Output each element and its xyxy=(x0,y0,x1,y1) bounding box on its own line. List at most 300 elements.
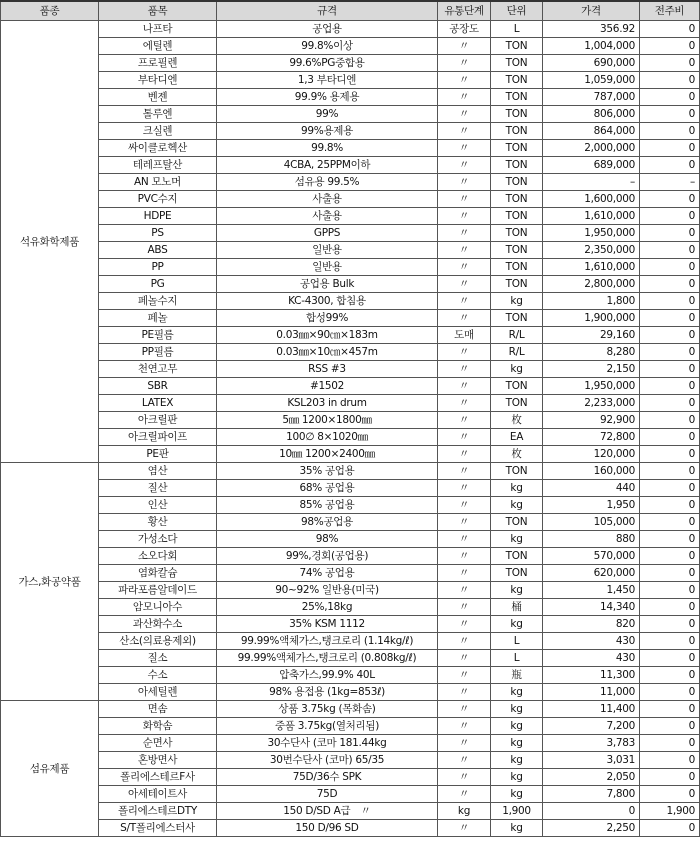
price-cell: 1,950 xyxy=(543,497,640,514)
unit-cell: EA xyxy=(491,429,543,446)
spec-cell: 98% 용접용 (1kg=853ℓ) xyxy=(217,684,438,701)
spec-cell: KSL203 in drum xyxy=(217,395,438,412)
spec-cell: 합성99% xyxy=(217,310,438,327)
spec-cell: 30번수단사 (코마) 65/35 xyxy=(217,752,438,769)
distribution-cell: 〃 xyxy=(438,174,491,191)
change-cell: – xyxy=(640,174,700,191)
unit-cell: kg xyxy=(491,735,543,752)
price-cell: 1,450 xyxy=(543,582,640,599)
distribution-cell: 〃 xyxy=(438,276,491,293)
table-row xyxy=(1,38,700,55)
item-cell: 아크릴파이프 xyxy=(99,429,217,446)
price-cell: 689,000 xyxy=(543,157,640,174)
change-cell: 0 xyxy=(640,718,700,735)
change-cell: 0 xyxy=(640,633,700,650)
spec-cell: 압축가스,99.9% 40L xyxy=(217,667,438,684)
change-cell: 0 xyxy=(640,548,700,565)
category-cell: 섬유제품 xyxy=(1,701,99,837)
item-cell: 수소 xyxy=(99,667,217,684)
unit-cell: kg xyxy=(491,820,543,837)
distribution-cell: 〃 xyxy=(438,225,491,242)
spec-cell: 사출용 xyxy=(217,208,438,225)
table-row xyxy=(1,480,700,497)
spec-cell: 99.8%이상 xyxy=(217,38,438,55)
spec-cell: 공업용 xyxy=(217,21,438,38)
table-row xyxy=(1,259,700,276)
table-row xyxy=(1,633,700,650)
table-row xyxy=(1,650,700,667)
table-row xyxy=(1,497,700,514)
unit-cell: TON xyxy=(491,225,543,242)
distribution-cell: 〃 xyxy=(438,242,491,259)
unit-cell: kg xyxy=(491,769,543,786)
price-cell: 620,000 xyxy=(543,565,640,582)
distribution-cell: 〃 xyxy=(438,667,491,684)
change-cell: 0 xyxy=(640,684,700,701)
change-cell: 0 xyxy=(640,616,700,633)
distribution-cell: 〃 xyxy=(438,599,491,616)
header-spec: 규격 xyxy=(217,1,438,21)
distribution-cell: 〃 xyxy=(438,157,491,174)
change-cell: 0 xyxy=(640,497,700,514)
change-cell: 0 xyxy=(640,55,700,72)
table-row xyxy=(1,531,700,548)
spec-cell: 99% xyxy=(217,106,438,123)
table-row xyxy=(1,72,700,89)
item-cell: 면솜 xyxy=(99,701,217,718)
table-row xyxy=(1,242,700,259)
unit-cell: kg xyxy=(491,480,543,497)
unit-cell: L xyxy=(491,633,543,650)
item-cell: 염화칼슘 xyxy=(99,565,217,582)
item-cell: 페놀수지 xyxy=(99,293,217,310)
table-row xyxy=(1,208,700,225)
item-cell: 아크릴판 xyxy=(99,412,217,429)
unit-cell: TON xyxy=(491,191,543,208)
distribution-cell: 〃 xyxy=(438,565,491,582)
item-cell: 파라포름알데이드 xyxy=(99,582,217,599)
price-cell: 806,000 xyxy=(543,106,640,123)
price-cell: 1,610,000 xyxy=(543,208,640,225)
distribution-cell: 〃 xyxy=(438,616,491,633)
table-row xyxy=(1,225,700,242)
price-cell: 160,000 xyxy=(543,463,640,480)
spec-cell: 75D/36수 SPK xyxy=(217,769,438,786)
distribution-cell: 공장도 xyxy=(438,21,491,38)
table-row xyxy=(1,395,700,412)
unit-cell: TON xyxy=(491,140,543,157)
unit-cell: kg xyxy=(491,531,543,548)
distribution-cell: 〃 xyxy=(438,395,491,412)
price-cell: 356.92 xyxy=(543,21,640,38)
price-cell: 92,900 xyxy=(543,412,640,429)
price-cell: 8,280 xyxy=(543,344,640,361)
change-cell: 0 xyxy=(640,157,700,174)
item-cell: 아세테이트사 xyxy=(99,786,217,803)
price-cell: 1,950,000 xyxy=(543,225,640,242)
change-cell: 0 xyxy=(640,582,700,599)
item-cell: 과산화수소 xyxy=(99,616,217,633)
distribution-cell: 〃 xyxy=(438,752,491,769)
table-row xyxy=(1,718,700,735)
unit-cell: TON xyxy=(491,276,543,293)
change-cell: 0 xyxy=(640,276,700,293)
unit-cell: kg xyxy=(491,361,543,378)
change-cell: 0 xyxy=(640,259,700,276)
spec-cell: 0.03㎜×10㎝×457m xyxy=(217,344,438,361)
item-cell: 부타디엔 xyxy=(99,72,217,89)
table-row xyxy=(1,616,700,633)
table-row xyxy=(1,446,700,463)
price-cell: – xyxy=(543,174,640,191)
spec-cell: 74% 공업용 xyxy=(217,565,438,582)
change-cell: 0 xyxy=(640,446,700,463)
item-cell: PP xyxy=(99,259,217,276)
unit-cell: kg xyxy=(491,684,543,701)
unit-cell: TON xyxy=(491,378,543,395)
item-cell: LATEX xyxy=(99,395,217,412)
change-cell: 0 xyxy=(640,123,700,140)
change-cell: 0 xyxy=(640,650,700,667)
distribution-cell: 〃 xyxy=(438,38,491,55)
table-row xyxy=(1,157,700,174)
unit-cell: L xyxy=(491,21,543,38)
item-cell: 황산 xyxy=(99,514,217,531)
change-cell: 0 xyxy=(640,599,700,616)
unit-cell: TON xyxy=(491,106,543,123)
table-row xyxy=(1,701,700,718)
unit-cell: kg xyxy=(491,786,543,803)
unit-cell: TON xyxy=(491,72,543,89)
price-cell: 2,233,000 xyxy=(543,395,640,412)
table-row xyxy=(1,310,700,327)
table-row xyxy=(1,769,700,786)
item-cell: 벤젠 xyxy=(99,89,217,106)
distribution-cell: 〃 xyxy=(438,89,491,106)
price-cell: 1,600,000 xyxy=(543,191,640,208)
unit-cell: TON xyxy=(491,38,543,55)
item-cell: PS xyxy=(99,225,217,242)
change-cell: 0 xyxy=(640,752,700,769)
spec-cell: RSS #3 xyxy=(217,361,438,378)
item-cell: 산소(의료용제외) xyxy=(99,633,217,650)
table-row xyxy=(1,752,700,769)
table-row xyxy=(1,106,700,123)
price-cell: 2,000,000 xyxy=(543,140,640,157)
item-cell: 폴리에스테르DTY xyxy=(99,803,217,820)
change-cell: 0 xyxy=(640,395,700,412)
item-cell: 프로필렌 xyxy=(99,55,217,72)
item-cell: 질소 xyxy=(99,650,217,667)
price-cell: 11,000 xyxy=(543,684,640,701)
spec-cell: 99.6%PG중합용 xyxy=(217,55,438,72)
spec-cell: 68% 공업용 xyxy=(217,480,438,497)
unit-cell: TON xyxy=(491,208,543,225)
spec-cell: 30수단사 (코마 181.44kg xyxy=(217,735,438,752)
spec-cell: KC-4300, 합침용 xyxy=(217,293,438,310)
price-cell: 2,050 xyxy=(543,769,640,786)
table-row xyxy=(1,463,700,480)
price-cell: 570,000 xyxy=(543,548,640,565)
change-cell: 0 xyxy=(640,344,700,361)
item-cell: HDPE xyxy=(99,208,217,225)
price-cell: 430 xyxy=(543,650,640,667)
price-cell: 820 xyxy=(543,616,640,633)
unit-cell: TON xyxy=(491,174,543,191)
change-cell: 0 xyxy=(640,89,700,106)
distribution-cell: 〃 xyxy=(438,310,491,327)
item-cell: 염산 xyxy=(99,463,217,480)
change-cell: 0 xyxy=(640,531,700,548)
spec-cell: 중품 3.75kg(열처리됨) xyxy=(217,718,438,735)
spec-cell: 섬유용 99.5% xyxy=(217,174,438,191)
change-cell: 0 xyxy=(640,378,700,395)
distribution-cell: 〃 xyxy=(438,633,491,650)
header-row xyxy=(1,1,700,21)
unit-cell: TON xyxy=(491,157,543,174)
price-cell: 690,000 xyxy=(543,55,640,72)
item-cell: 소오다회 xyxy=(99,548,217,565)
item-cell: 싸이클로헥산 xyxy=(99,140,217,157)
spec-cell: 99%,경회(공업용) xyxy=(217,548,438,565)
unit-cell: kg xyxy=(491,718,543,735)
unit-cell: TON xyxy=(491,395,543,412)
price-cell: 787,000 xyxy=(543,89,640,106)
change-cell: 0 xyxy=(640,106,700,123)
item-cell: 가성소다 xyxy=(99,531,217,548)
spec-cell: 150 D/96 SD xyxy=(217,820,438,837)
unit-cell: TON xyxy=(491,89,543,106)
change-cell: 0 xyxy=(640,242,700,259)
price-cell: 1,950,000 xyxy=(543,378,640,395)
table-row xyxy=(1,735,700,752)
spec-cell: 75D xyxy=(217,786,438,803)
distribution-cell: 〃 xyxy=(438,650,491,667)
item-cell: 폴리에스테르F사 xyxy=(99,769,217,786)
spec-cell: 99.9% 용제용 xyxy=(217,89,438,106)
price-cell: 105,000 xyxy=(543,514,640,531)
distribution-cell: 〃 xyxy=(438,72,491,89)
distribution-cell: 〃 xyxy=(438,786,491,803)
spec-cell: 일반용 xyxy=(217,242,438,259)
table-row xyxy=(1,599,700,616)
change-cell: 0 xyxy=(640,769,700,786)
item-cell: 혼방면사 xyxy=(99,752,217,769)
change-cell: 0 xyxy=(640,72,700,89)
unit-cell: kg xyxy=(491,616,543,633)
price-cell: 2,250 xyxy=(543,820,640,837)
price-cell: 3,031 xyxy=(543,752,640,769)
item-cell: 나프타 xyxy=(99,21,217,38)
item-cell: S/T폴리에스터사 xyxy=(99,820,217,837)
item-cell: 페놀 xyxy=(99,310,217,327)
price-cell: 880 xyxy=(543,531,640,548)
unit-cell: kg xyxy=(491,293,543,310)
distribution-cell: 도매 xyxy=(438,327,491,344)
header-item: 품목 xyxy=(99,1,217,21)
price-cell: 1,800 xyxy=(543,293,640,310)
distribution-cell: 〃 xyxy=(438,55,491,72)
change-cell: 0 xyxy=(640,412,700,429)
change-cell: 0 xyxy=(640,786,700,803)
price-cell: 7,200 xyxy=(543,718,640,735)
distribution-cell: 〃 xyxy=(438,514,491,531)
price-cell: 1,900,000 xyxy=(543,310,640,327)
change-cell: 0 xyxy=(640,361,700,378)
table-row xyxy=(1,514,700,531)
price-cell: 2,800,000 xyxy=(543,276,640,293)
unit-cell: TON xyxy=(491,55,543,72)
item-cell: 크실렌 xyxy=(99,123,217,140)
unit-cell: 枚 xyxy=(491,446,543,463)
unit-cell: TON xyxy=(491,463,543,480)
header-change: 전주비 xyxy=(640,1,700,21)
spec-cell: 98%공업용 xyxy=(217,514,438,531)
distribution-cell: 〃 xyxy=(438,463,491,480)
table-row xyxy=(1,344,700,361)
distribution-cell: 〃 xyxy=(438,548,491,565)
spec-cell: 0.03㎜×90㎝×183m xyxy=(217,327,438,344)
price-cell: 14,340 xyxy=(543,599,640,616)
header-unit: 단위 xyxy=(491,1,543,21)
unit-cell: R/L xyxy=(491,344,543,361)
distribution-cell: 〃 xyxy=(438,140,491,157)
distribution-cell: 〃 xyxy=(438,191,491,208)
spec-cell: 5㎜ 1200×1800㎜ xyxy=(217,412,438,429)
unit-cell: 瓶 xyxy=(491,667,543,684)
unit-cell: 1,900 xyxy=(491,803,543,820)
distribution-cell: kg xyxy=(438,803,491,820)
spec-cell: 사출용 xyxy=(217,191,438,208)
table-row xyxy=(1,191,700,208)
header-category: 품종 xyxy=(1,1,99,21)
item-cell: PP필름 xyxy=(99,344,217,361)
item-cell: AN 모노머 xyxy=(99,174,217,191)
distribution-cell: 〃 xyxy=(438,531,491,548)
distribution-cell: 〃 xyxy=(438,684,491,701)
item-cell: 천연고무 xyxy=(99,361,217,378)
table-row xyxy=(1,684,700,701)
price-cell: 3,783 xyxy=(543,735,640,752)
price-cell: 11,300 xyxy=(543,667,640,684)
table-row xyxy=(1,429,700,446)
item-cell: 톨루엔 xyxy=(99,106,217,123)
item-cell: 인산 xyxy=(99,497,217,514)
distribution-cell: 〃 xyxy=(438,701,491,718)
change-cell: 0 xyxy=(640,820,700,837)
table-body xyxy=(1,21,700,837)
table-row xyxy=(1,123,700,140)
spec-cell: 85% 공업용 xyxy=(217,497,438,514)
price-cell: 430 xyxy=(543,633,640,650)
table-row xyxy=(1,174,700,191)
spec-cell: 상품 3.75kg (목화솜) xyxy=(217,701,438,718)
price-cell: 0 xyxy=(543,803,640,820)
header-price: 가격 xyxy=(543,1,640,21)
table-row xyxy=(1,378,700,395)
item-cell: PVC수지 xyxy=(99,191,217,208)
price-cell: 1,610,000 xyxy=(543,259,640,276)
change-cell: 0 xyxy=(640,21,700,38)
price-cell: 2,150 xyxy=(543,361,640,378)
distribution-cell: 〃 xyxy=(438,106,491,123)
distribution-cell: 〃 xyxy=(438,361,491,378)
spec-cell: 100∅ 8×1020㎜ xyxy=(217,429,438,446)
price-cell: 72,800 xyxy=(543,429,640,446)
table-row xyxy=(1,786,700,803)
price-cell: 11,400 xyxy=(543,701,640,718)
spec-cell: 35% 공업용 xyxy=(217,463,438,480)
table-row xyxy=(1,412,700,429)
change-cell: 0 xyxy=(640,701,700,718)
change-cell: 0 xyxy=(640,310,700,327)
change-cell: 0 xyxy=(640,565,700,582)
price-cell: 2,350,000 xyxy=(543,242,640,259)
spec-cell: 4CBA, 25PPM이하 xyxy=(217,157,438,174)
change-cell: 0 xyxy=(640,514,700,531)
item-cell: 화학솜 xyxy=(99,718,217,735)
unit-cell: kg xyxy=(491,752,543,769)
price-cell: 1,004,000 xyxy=(543,38,640,55)
table-row xyxy=(1,21,700,38)
table-row xyxy=(1,820,700,837)
distribution-cell: 〃 xyxy=(438,769,491,786)
spec-cell: 98% xyxy=(217,531,438,548)
change-cell: 0 xyxy=(640,38,700,55)
unit-cell: 桶 xyxy=(491,599,543,616)
distribution-cell: 〃 xyxy=(438,735,491,752)
price-cell: 120,000 xyxy=(543,446,640,463)
distribution-cell: 〃 xyxy=(438,820,491,837)
item-cell: PG xyxy=(99,276,217,293)
change-cell: 0 xyxy=(640,208,700,225)
distribution-cell: 〃 xyxy=(438,208,491,225)
category-cell: 석유화학제품 xyxy=(1,21,99,463)
unit-cell: R/L xyxy=(491,327,543,344)
table-row xyxy=(1,293,700,310)
change-cell: 0 xyxy=(640,667,700,684)
change-cell: 0 xyxy=(640,463,700,480)
table-row xyxy=(1,361,700,378)
spec-cell: 99.99%액체가스,탱크로리 (1.14kg/ℓ) xyxy=(217,633,438,650)
change-cell: 0 xyxy=(640,735,700,752)
distribution-cell: 〃 xyxy=(438,344,491,361)
unit-cell: TON xyxy=(491,242,543,259)
distribution-cell: 〃 xyxy=(438,259,491,276)
distribution-cell: 〃 xyxy=(438,582,491,599)
table-row xyxy=(1,327,700,344)
unit-cell: kg xyxy=(491,582,543,599)
distribution-cell: 〃 xyxy=(438,497,491,514)
unit-cell: TON xyxy=(491,548,543,565)
distribution-cell: 〃 xyxy=(438,480,491,497)
spec-cell: 25%,18kg xyxy=(217,599,438,616)
item-cell: PE필름 xyxy=(99,327,217,344)
distribution-cell: 〃 xyxy=(438,378,491,395)
table-row xyxy=(1,565,700,582)
price-cell: 440 xyxy=(543,480,640,497)
change-cell: 0 xyxy=(640,191,700,208)
price-cell: 1,059,000 xyxy=(543,72,640,89)
distribution-cell: 〃 xyxy=(438,412,491,429)
unit-cell: kg xyxy=(491,497,543,514)
unit-cell: TON xyxy=(491,123,543,140)
spec-cell: 일반용 xyxy=(217,259,438,276)
change-cell: 0 xyxy=(640,480,700,497)
change-cell: 0 xyxy=(640,327,700,344)
spec-cell: 150 D/SD A급 〃 xyxy=(217,803,438,820)
change-cell: 0 xyxy=(640,293,700,310)
